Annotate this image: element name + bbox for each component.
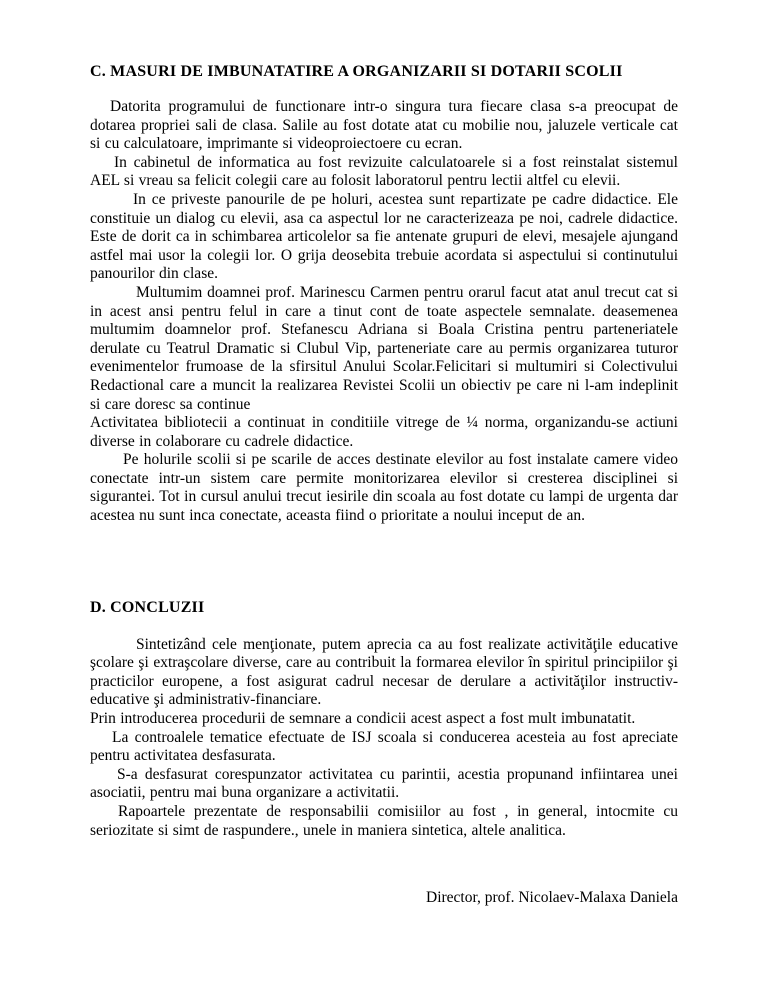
paragraph-d4: S-a desfasurat corespunzator activitatea cu parintii, acestia propunand infiintarea unei asociatii, pentru mai buna organizare a activitatii. <box>90 765 678 802</box>
paragraph-c3: In ce priveste panourile de pe holuri, acestea sunt repartizate pe cadre didactice. Ele constituie un dialog cu elevii, asa ca aspectul lor ne caracterizeaza pe noi, cadrele didactice. Este de dorit ca in schimbarea articolelor sa fie antenate grupuri de elevi, mesajele ajungand astfel mai usor la colegii lor. O grija deosebita trebuie acordata si aspectului si continutului panourilor din clase. <box>90 190 678 283</box>
paragraph-c1: Datorita programului de functionare intr-o singura tura fiecare clasa s-a preocupat de dotarea propriei sali de clasa. Salile au fost dotate atat cu mobilie nou, jaluzele verticale cat si cu calculatoare, imprimante si videoproiectoere cu ecran. <box>90 98 678 153</box>
signature-line: Director, prof. Nicolaev-Malaxa Daniela <box>426 889 678 907</box>
paragraph-c2: In cabinetul de informatica au fost revizuite calculatoarele si a fost reinstalat sistemul AEL si vreau sa felicit colegii care au folosit laboratorul pentru lectii altfel cu elevii. <box>90 153 678 190</box>
paragraph-c5: Activitatea bibliotecii a continuat in conditiile vitrege de ¼ norma, organizandu-se actiuni diverse in colaborare cu cadrele didactice. <box>90 414 678 450</box>
paragraph-d3: La controalele tematice efectuate de ISJ scoala si conducerea acesteia au fost apreciate pentru activitatea desfasurata. <box>90 728 678 765</box>
paragraph-d1: Sintetizând cele menţionate, putem aprecia ca au fost realizate activităţile educative şcolare şi extraşcolare diverse, care au contribuit la formarea elevilor în spiritul principiilor şi practicilor europene, a fost asigurat cadrul necesar de derulare a activităţilor instructiv-educative şi administrativ-financiare. <box>90 635 678 709</box>
paragraph-d5: Rapoartele prezentate de responsabilii comisiilor au fost , in general, intocmite cu seriozitate si simt de raspundere., unele in maniera sintetica, altele analitica. <box>90 803 678 839</box>
paragraph-d2: Prin introducerea procedurii de semnare a condicii acest aspect a fost mult imbunatatit. <box>90 710 636 728</box>
paragraph-c6: Pe holurile scolii si pe scarile de acces destinate elevilor au fost instalate camere video conectate intr-un sistem care permite monitorizarea elevilor si cresterea disciplinei si sigurantei. Tot in cursul anului trecut iesirile din scoala au fost dotate cu lampi de urgenta dar acestea nu sunt inca conectate, aceasta fiind o prioritate a noului inceput de an. <box>90 451 678 525</box>
section-c-heading: C. MASURI DE IMBUNATATIRE A ORGANIZARII SI DOTARII SCOLII <box>90 63 623 80</box>
paragraph-c4: Multumim doamnei prof. Marinescu Carmen pentru orarul facut atat anul trecut cat si in acest ansi pentru felul in care a tinut cont de toate aspectele semnalate. deasemenea multumim doamnelor prof. Stefanescu Adriana si Boala Cristina pentru parteneriatele derulate cu Teatrul Dramatic si Clubul Vip, parteneriate care au permis organizarea tuturor evenimentelor frumoase de la sfirsitul Anului Scolar.Felicitari si multumiri si Colectivului Redactional care a muncit la realizarea Revistei Scolii un obiectiv pe care ni l-am indeplinit si care doresc sa continue <box>90 283 678 413</box>
section-d-heading: D. CONCLUZII <box>90 598 205 616</box>
